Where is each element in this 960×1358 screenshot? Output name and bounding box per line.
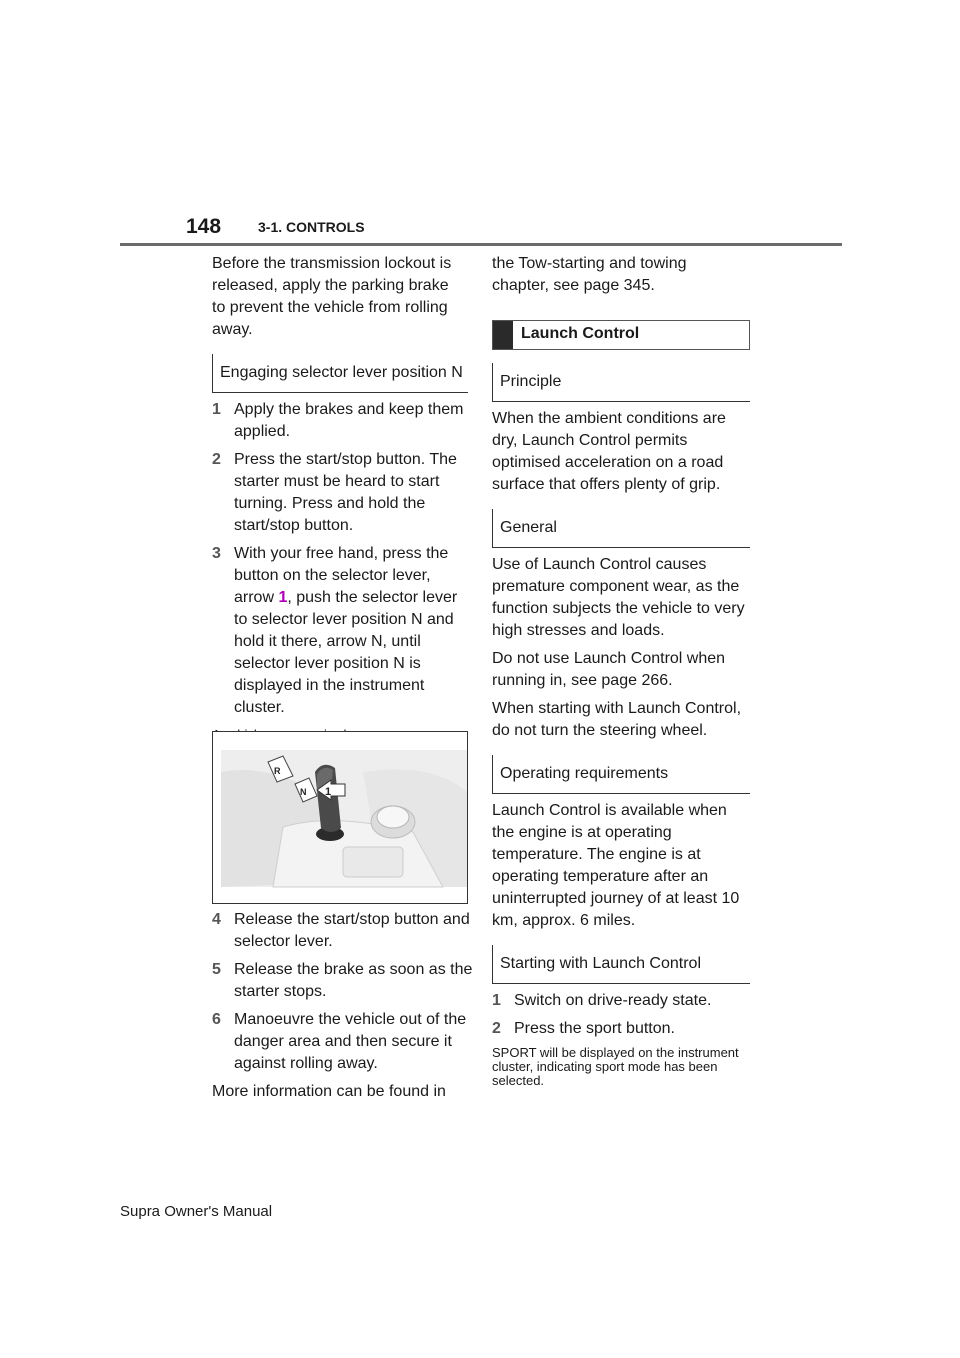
step-text: Manoeuvre the vehicle out of the danger area and then secure it against rolling away. — [234, 1011, 467, 1072]
step-text: Release the start/stop button and selector lever. — [234, 911, 470, 950]
step-5 — [212, 959, 474, 1003]
left-column-lower — [212, 909, 473, 1103]
step-3 — [212, 543, 474, 719]
step-number: 1 — [492, 992, 501, 1009]
label-n: N — [300, 787, 307, 797]
step-text: Apply the brakes and keep them applied. — [234, 401, 464, 440]
heading-text: Launch Control — [521, 325, 640, 342]
principle-paragraph: When the ambient conditions are dry, Launch Control permits optimised acceleration on a road surface that offers plenty of grip. — [492, 410, 726, 493]
steps-list — [212, 399, 470, 719]
continued-paragraph: the Tow-starting and towing chapter, see page 345. — [492, 255, 687, 294]
step-text: Release the brake as soon as the starter stops. — [234, 961, 473, 1000]
step-text: Press the start/stop button. The starter must be heard to start turning. Press and hold the start/stop button. — [234, 451, 457, 534]
heading-marker — [493, 321, 513, 349]
step-1 — [212, 399, 474, 443]
right-column — [492, 253, 750, 1088]
step-number: 2 — [212, 451, 221, 468]
step-number: 2 — [492, 1020, 501, 1037]
intro-paragraph: Before the transmission lockout is released, apply the parking brake to prevent the vehicle from rolling away. — [212, 255, 452, 338]
label-r: R — [274, 766, 281, 776]
step-4 — [212, 909, 474, 953]
step-number: 6 — [212, 1011, 221, 1028]
label-arrow-1: 1 — [325, 786, 332, 798]
operating-paragraph: Launch Control is available when the engine is at operating temperature. The engine is at operating temperature after an uninterrupted journey of at least 10 km, approx. 6 miles. — [492, 802, 740, 929]
step-text: Switch on drive-ready state. — [514, 992, 712, 1009]
section-title-starting: Starting with Launch Control — [492, 945, 750, 984]
section-title-general: General — [492, 509, 750, 548]
left-column — [212, 253, 470, 742]
step-number: 3 — [212, 545, 221, 562]
more-info-paragraph: More information can be found in — [212, 1083, 446, 1100]
section-title-operating-requirements: Operating requirements — [492, 755, 750, 794]
arrow-reference: 1 — [278, 589, 288, 606]
step-text-a: With your free hand, press the button on the selector lever, arrow — [234, 545, 449, 606]
step-2 — [212, 449, 474, 537]
step-number: 5 — [212, 961, 221, 978]
step-text-b: , push the selector lever to selector lever position N and hold it there, arrow N, until selector lever position N is displayed in the instrument cluster. — [234, 589, 458, 716]
selector-lever-illustration — [213, 732, 467, 903]
step-number: 1 — [212, 401, 221, 418]
chapter-title: 3-1. CONTROLS — [258, 219, 365, 235]
section-title-engaging-n: Engaging selector lever position N — [212, 354, 468, 393]
right-step-1 — [492, 990, 754, 1012]
right-step-2 — [492, 1018, 754, 1040]
general-paragraph-3: When starting with Launch Control, do not turn the steering wheel. — [492, 700, 742, 739]
step-number: 4 — [212, 911, 221, 928]
header-rule — [120, 243, 842, 246]
general-paragraph-2: Do not use Launch Control when running in, see page 266. — [492, 650, 726, 689]
sport-note: SPORT will be displayed on the instrument cluster, indicating sport mode has been selected. — [492, 1045, 739, 1088]
page-number: 148 — [186, 215, 222, 238]
selector-lever-figure — [212, 731, 468, 904]
heading-launch-control — [492, 320, 750, 350]
step-6 — [212, 1009, 474, 1075]
section-title-principle: Principle — [492, 363, 750, 402]
step-text: Press the sport button. — [514, 1020, 675, 1037]
general-paragraph-1: Use of Launch Control causes premature component wear, as the function subjects the vehicle to very high stresses and loads. — [492, 556, 745, 639]
footer-manual-title: Supra Owner's Manual — [120, 1203, 273, 1220]
